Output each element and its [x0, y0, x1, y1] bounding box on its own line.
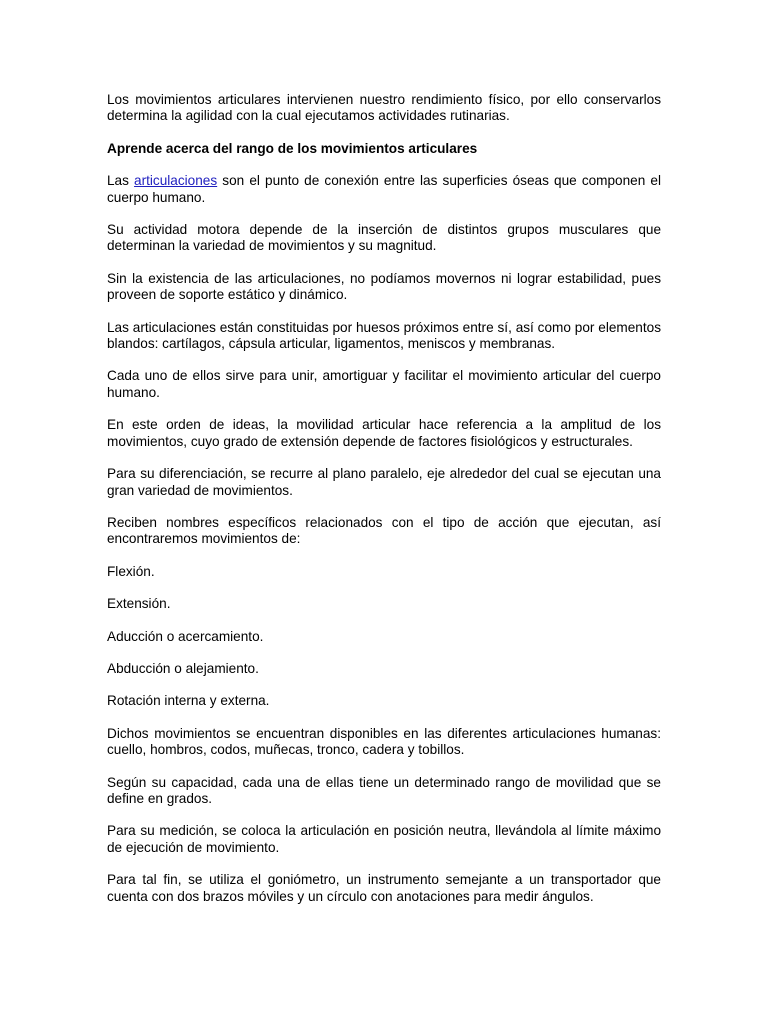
availability-paragraph: Dichos movimientos se encuentran disponibles en las diferentes articulaciones humanas: cuello, hombros, codos, muñecas, tronco, cadera y tobillos.	[107, 725, 661, 758]
movement-names-paragraph: Reciben nombres específicos relacionados con el tipo de acción que ejecutan, así encontraremos movimientos de:	[107, 514, 661, 547]
goniometer-paragraph: Para tal fin, se utiliza el goniómetro, un instrumento semejante a un transportador que cuenta con dos brazos móviles y un círculo con anotaciones para medir ángulos.	[107, 872, 661, 904]
movement-item: Aducción o acercamiento.	[107, 628, 264, 644]
measurement-paragraph: Para su medición, se coloca la articulación en posición neutra, llevándola al límite máximo de ejecución de movimiento.	[107, 823, 661, 855]
articulations-paragraph	[107, 173, 661, 206]
function-paragraph: Cada uno de ellos sirve para unir, amortiguar y facilitar el movimiento articular del cuerpo humano.	[107, 368, 661, 400]
document-page	[107, 92, 661, 921]
articulaciones-link[interactable]: articulaciones	[134, 173, 218, 189]
section-heading: Aprende acerca del rango de los movimientos articulares	[107, 140, 478, 156]
motor-activity-paragraph: Su actividad motora depende de la inserción de distintos grupos musculares que determinan la variedad de movimientos y su magnitud.	[107, 222, 661, 254]
movement-item: Abducción o alejamiento.	[107, 660, 259, 676]
movement-item: Rotación interna y externa.	[107, 693, 270, 709]
stability-paragraph: Sin la existencia de las articulaciones, no podíamos movernos ni lograr estabilidad, pues proveen de soporte estático y dinámico.	[107, 270, 661, 303]
paragraph-suffix: son el punto de conexión entre las superficies óseas que componen el cuerpo humano.	[107, 173, 661, 205]
movement-item: Extensión.	[107, 596, 171, 612]
intro-paragraph: Los movimientos articulares intervienen nuestro rendimiento físico, por ello conservarlos determina la agilidad con la cual ejecutamos actividades rutinarias.	[107, 92, 661, 124]
differentiation-paragraph: Para su diferenciación, se recurre al plano paralelo, eje alrededor del cual se ejecutan una gran variedad de movimientos.	[107, 466, 661, 498]
mobility-paragraph: En este orden de ideas, la movilidad articular hace referencia a la amplitud de los movimientos, cuyo grado de extensión depende de factores fisiológicos y estructurales.	[107, 417, 661, 449]
movement-item: Flexión.	[107, 563, 155, 579]
composition-paragraph: Las articulaciones están constituidas por huesos próximos entre sí, así como por elementos blandos: cartílagos, cápsula articular, ligamentos, meniscos y membranas.	[107, 319, 661, 352]
paragraph-prefix: Las	[107, 173, 135, 189]
capacity-paragraph: Según su capacidad, cada una de ellas tiene un determinado rango de movilidad que se define en grados.	[107, 774, 661, 806]
